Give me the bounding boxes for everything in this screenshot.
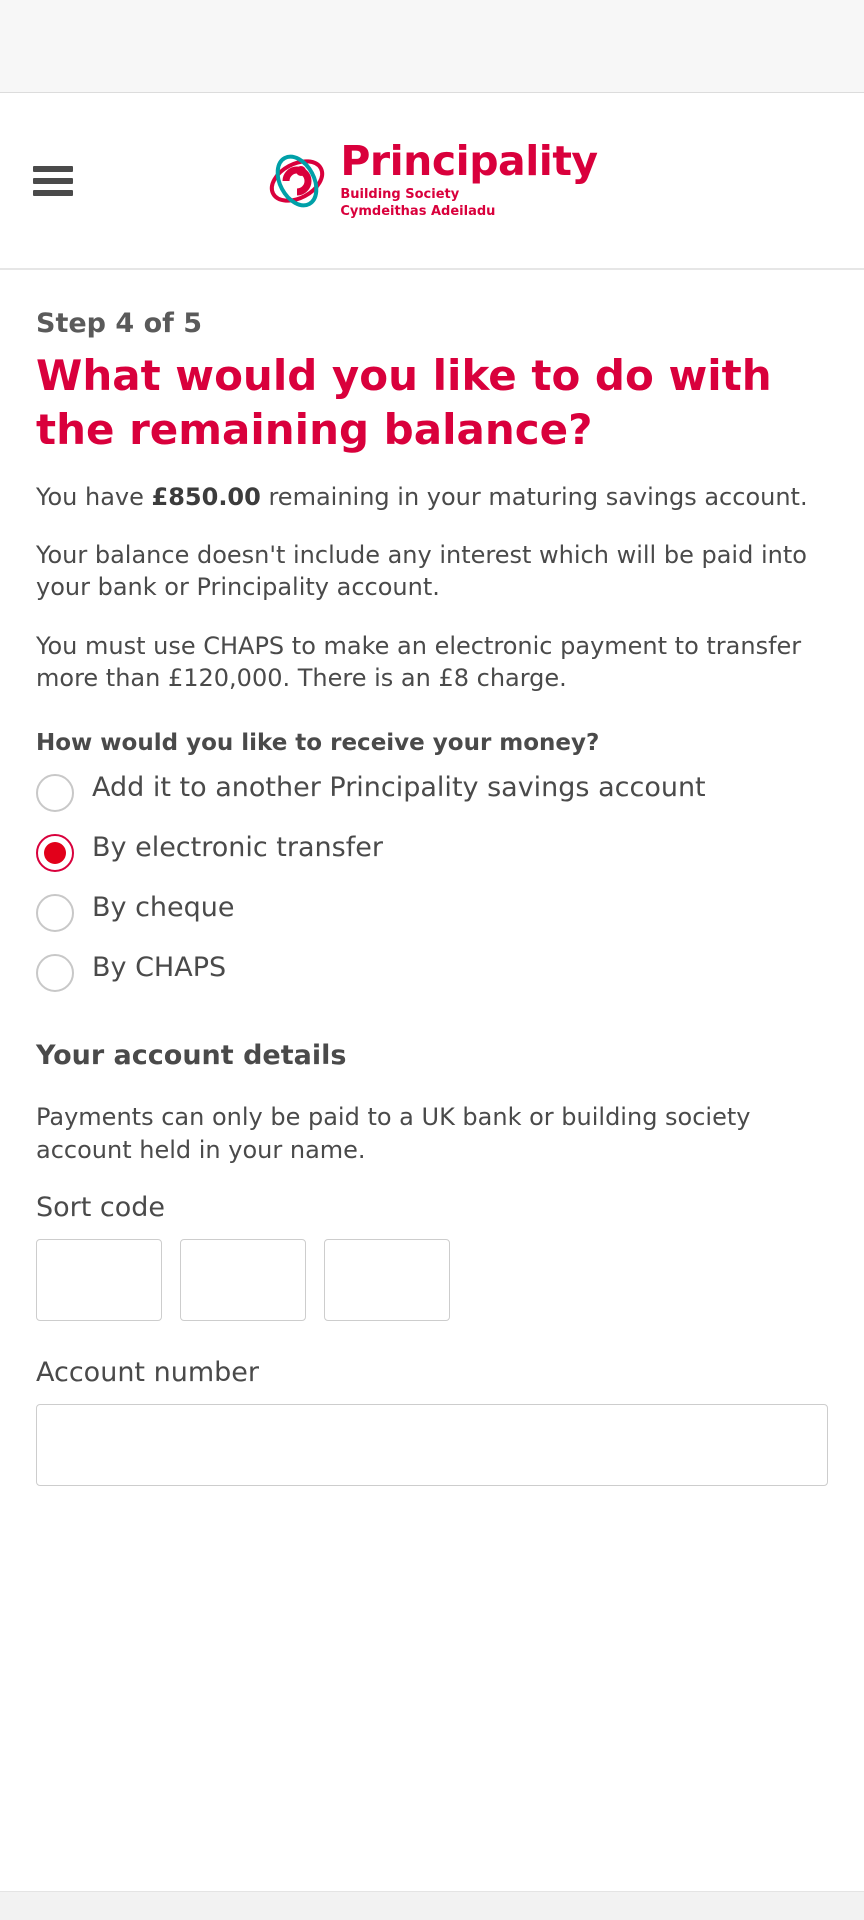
account-details-note: Payments can only be paid to a UK bank or building society account held in your name. (36, 1103, 751, 1164)
hamburger-line (33, 178, 73, 184)
radio-circle-icon[interactable] (36, 954, 74, 992)
principality-logo-mark-icon (266, 151, 328, 211)
radio-option-label: Add it to another Principality savings account (92, 772, 706, 804)
radio-option-label: By electronic transfer (92, 832, 383, 864)
balance-paragraph (36, 481, 828, 513)
hamburger-line (33, 190, 73, 196)
sort-code-input-2[interactable] (180, 1239, 306, 1321)
account-number-label: Account number (36, 1357, 259, 1389)
sort-code-group (36, 1239, 828, 1321)
logo-wordmark: Principality (340, 137, 598, 186)
page-bottom-strip (0, 1891, 864, 1920)
hamburger-menu-icon[interactable] (33, 166, 73, 196)
radio-circle-selected-icon[interactable] (36, 834, 74, 872)
radio-circle-icon[interactable] (36, 774, 74, 812)
main-content (0, 308, 864, 1486)
sort-code-label: Sort code (36, 1192, 166, 1224)
balance-paragraph-suffix: remaining in your maturing savings account. (260, 482, 808, 511)
radio-option-label: By CHAPS (92, 952, 227, 984)
sort-code-input-3[interactable] (324, 1239, 450, 1321)
account-number-input[interactable] (36, 1404, 828, 1486)
site-header (0, 93, 864, 270)
page-title: What would you like to do with the remaining balance? (36, 351, 772, 454)
radio-option-principality-savings[interactable] (36, 770, 828, 812)
logo-subtitle-en: Building Society (340, 187, 460, 203)
radio-option-chaps[interactable] (36, 950, 828, 992)
radio-option-electronic-transfer[interactable] (36, 830, 828, 872)
principality-logo[interactable] (266, 137, 598, 220)
balance-paragraph-prefix: You have (36, 482, 152, 511)
account-details-heading: Your account details (36, 1040, 347, 1072)
step-indicator: Step 4 of 5 (36, 308, 203, 339)
hamburger-line (33, 166, 73, 172)
logo-subtitle-cy: Cymdeithas Adeiladu (340, 203, 496, 219)
radio-circle-icon[interactable] (36, 894, 74, 932)
balance-amount: £850.00 (151, 482, 261, 511)
sort-code-input-1[interactable] (36, 1239, 162, 1321)
browser-chrome-bar (0, 0, 864, 93)
interest-paragraph: Your balance doesn't include any interest which will be paid into your bank or Principality account. (36, 540, 807, 602)
radio-option-label: By cheque (92, 892, 235, 924)
chaps-paragraph: You must use CHAPS to make an electronic payment to transfer more than £120,000. There is an £8 charge. (36, 631, 802, 693)
radio-option-cheque[interactable] (36, 890, 828, 932)
receive-money-question: How would you like to receive your money? (36, 730, 600, 757)
